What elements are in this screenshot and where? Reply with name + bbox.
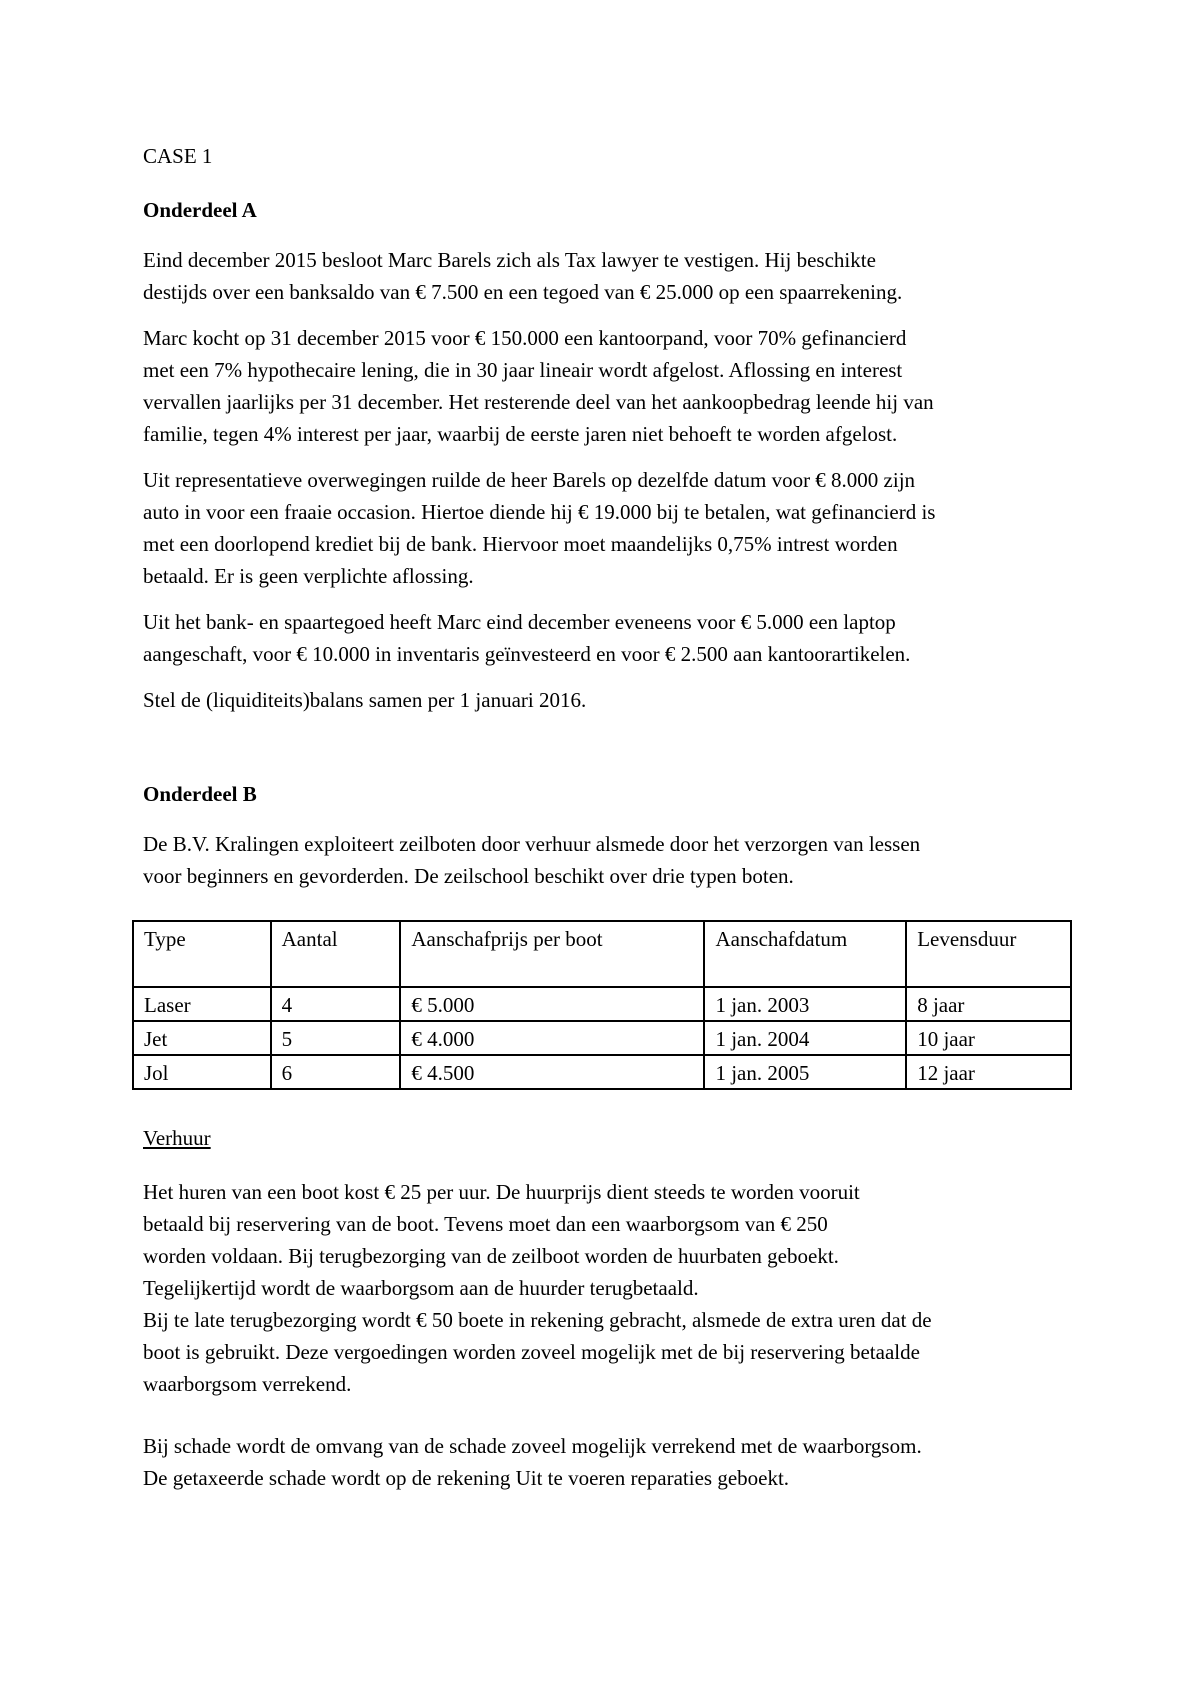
table-cell: 12 jaar xyxy=(906,1055,1071,1089)
table-cell: 1 jan. 2005 xyxy=(704,1055,906,1089)
section-b-heading: Onderdeel B xyxy=(143,782,257,806)
table-row xyxy=(133,987,1071,1021)
section-a-assignment: Stel de (liquiditeits)balans samen per 1 januari 2016. xyxy=(143,688,587,712)
table-cell: € 4.500 xyxy=(400,1055,704,1089)
header-aanschafdatum: Aanschafdatum xyxy=(704,921,906,987)
table-cell: 6 xyxy=(271,1055,401,1089)
section-a-paragraph-4: Uit het bank- en spaartegoed heeft Marc eind december eveneens voor € 5.000 een laptop aangeschaft, voor € 10.000 in inventaris geïnvesteerd en voor € 2.500 aan kantoorartikelen. xyxy=(143,610,911,666)
table-cell: 5 xyxy=(271,1021,401,1055)
header-aantal: Aantal xyxy=(271,921,401,987)
section-a-heading: Onderdeel A xyxy=(143,198,257,222)
verhuur-paragraph-2: Bij schade wordt de omvang van de schade zoveel mogelijk verrekend met de waarborgsom. De getaxeerde schade wordt op de rekening Uit te voeren reparaties geboekt. xyxy=(143,1434,922,1490)
section-a-paragraph-2: Marc kocht op 31 december 2015 voor € 150.000 een kantoorpand, voor 70% gefinancierd met een 7% hypothecaire lening, die in 30 jaar lineair wordt afgelost. Aflossing en interest vervallen jaarlijks per 31 december. Het resterende deel van het aankoopbedrag leende hij van familie, tegen 4% interest per jaar, waarbij de eerste jaren niet behoeft te worden afgelost. xyxy=(143,326,934,446)
table-cell: 1 jan. 2003 xyxy=(704,987,906,1021)
section-a-paragraph-3: Uit representatieve overwegingen ruilde de heer Barels op dezelfde datum voor € 8.000 zijn auto in voor een fraaie occasion. Hiertoe diende hij € 19.000 bij te betalen, wat gefinancierd is met een doorlopend krediet bij de bank. Hiervoor moet maandelijks 0,75% intrest worden betaald. Er is geen verplichte aflossing. xyxy=(143,468,936,588)
header-levensduur: Levensduur xyxy=(906,921,1071,987)
document-page xyxy=(143,140,1073,1494)
case-title: CASE 1 xyxy=(143,144,213,168)
table-cell: Jet xyxy=(133,1021,271,1055)
boats-table xyxy=(132,920,1072,1090)
verhuur-paragraph-1: Het huren van een boot kost € 25 per uur. De huurprijs dient steeds te worden vooruit betaald bij reservering van de boot. Tevens moet dan een waarborgsom van € 250 worden voldaan. Bij terugbezorging van de zeilboot worden de huurbaten geboekt. Tegelijkertijd wordt de waarborgsom aan de huurder terugbetaald. Bij te late terugbezorging wordt € 50 boete in rekening gebracht, alsmede de extra uren dat de boot is gebruikt. Deze vergoedingen worden zoveel mogelijk met de bij reservering betaalde waarborgsom verrekend. xyxy=(143,1180,932,1396)
table-cell: 10 jaar xyxy=(906,1021,1071,1055)
header-type: Type xyxy=(133,921,271,987)
table-cell: 8 jaar xyxy=(906,987,1071,1021)
verhuur-heading: Verhuur xyxy=(143,1126,211,1150)
table-cell: Jol xyxy=(133,1055,271,1089)
table-cell: Laser xyxy=(133,987,271,1021)
section-b-intro: De B.V. Kralingen exploiteert zeilboten door verhuur alsmede door het verzorgen van lessen voor beginners en gevorderden. De zeilschool beschikt over drie typen boten. xyxy=(143,832,921,888)
table-row xyxy=(133,1021,1071,1055)
table-cell: 1 jan. 2004 xyxy=(704,1021,906,1055)
header-aanschafprijs: Aanschafprijs per boot xyxy=(400,921,704,987)
section-a-paragraph-1: Eind december 2015 besloot Marc Barels zich als Tax lawyer te vestigen. Hij beschikte destijds over een banksaldo van € 7.500 en een tegoed van € 25.000 op een spaarrekening. xyxy=(143,248,903,304)
table-cell: € 5.000 xyxy=(400,987,704,1021)
table-row xyxy=(133,1055,1071,1089)
table-cell: 4 xyxy=(271,987,401,1021)
table-cell: € 4.000 xyxy=(400,1021,704,1055)
table-header-row xyxy=(133,921,1071,987)
